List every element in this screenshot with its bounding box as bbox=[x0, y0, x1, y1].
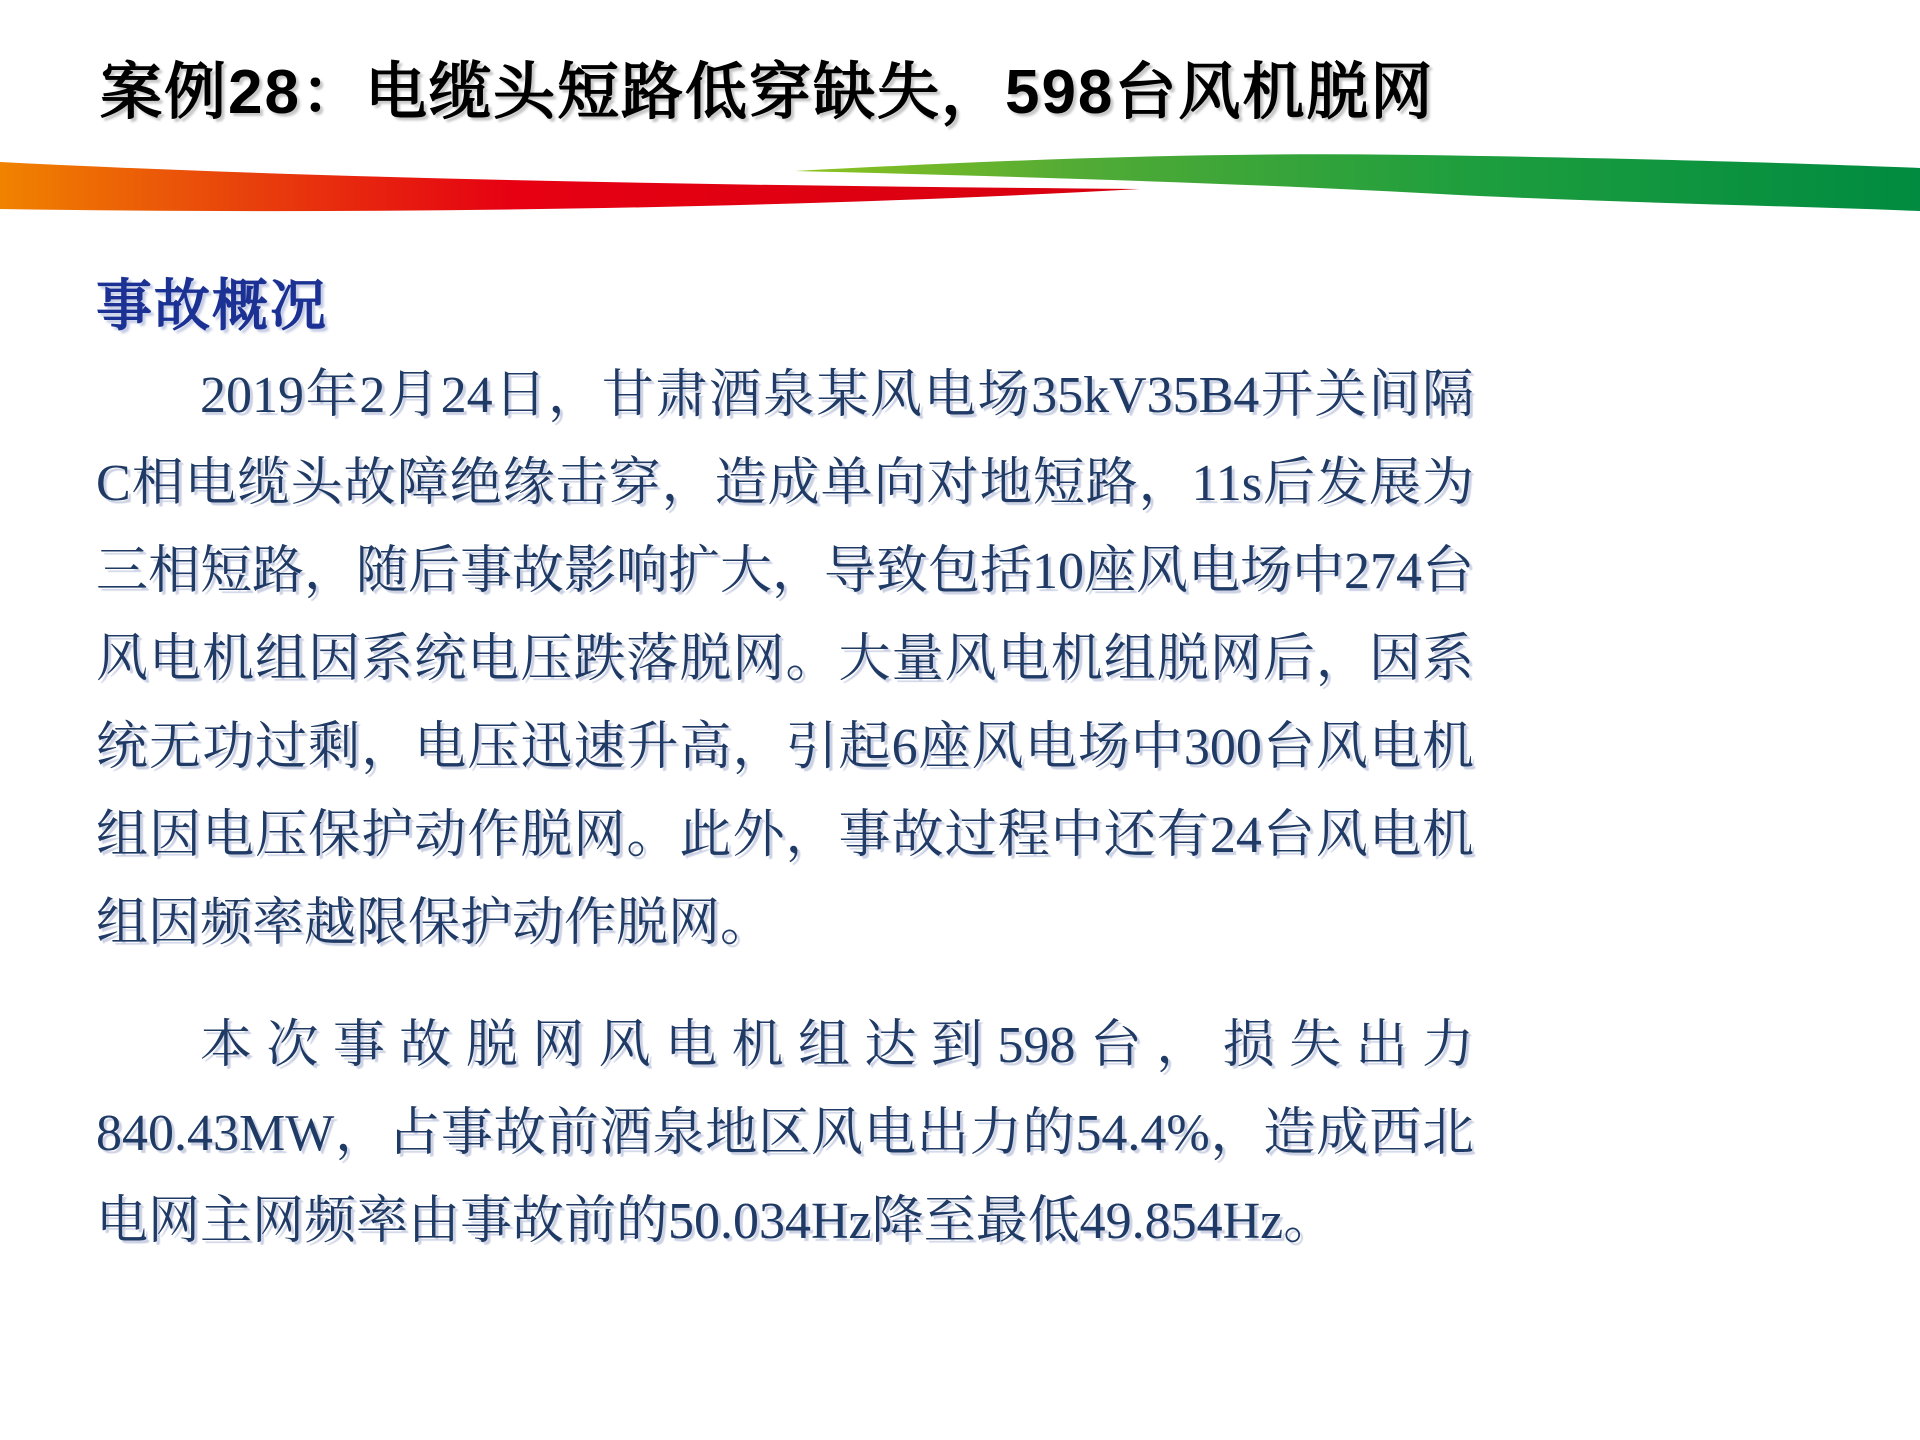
paragraph-impact-summary: 本次事故脱网风电机组达到598台，损失出力840.43MW，占事故前酒泉地区风电出力的54.4%，造成西北电网主网频率由事故前的50.034Hz降至最低49.854Hz。 bbox=[96, 1017, 1474, 1250]
section-heading: 事故概况 bbox=[96, 274, 328, 337]
body-text bbox=[96, 352, 1474, 1300]
slide-title: 案例28：电缆头短路低穿缺失，598台风机脱网 bbox=[100, 58, 1435, 127]
ribbon-green-wave bbox=[795, 154, 1920, 211]
paragraph-incident-description: 2019年2月24日，甘肃酒泉某风电场35kV35B4开关间隔C相电缆头故障绝缘击穿，造成单向对地短路，11s后发展为三相短路，随后事故影响扩大，导致包括10座风电场中274台风电机组因系统电压跌落脱网。大量风电机组脱网后，因系统无功过剩，电压迅速升高，引起6座风电场中300台风电机组因电压保护动作脱网。此外，事故过程中还有24台风电机组因频率越限保护动作脱网。 bbox=[96, 367, 1475, 952]
decorative-wave-ribbon bbox=[0, 124, 1920, 274]
